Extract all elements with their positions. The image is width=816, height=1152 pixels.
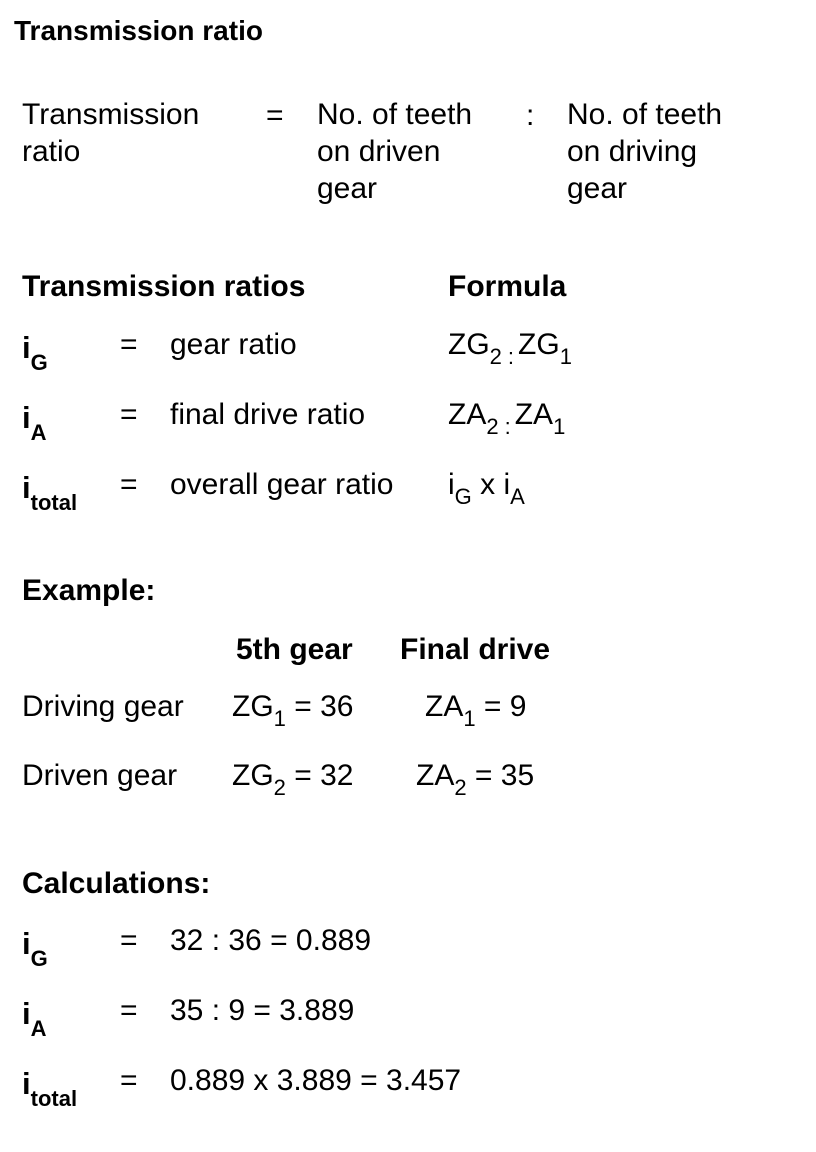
ratio-formula: $ZG_2$ $_:$ $ZG_1$ <box>448 328 572 369</box>
calculations-heading: Calculations: <box>22 867 211 900</box>
example-driving-za: $ZA_1 = 9$ <box>425 690 527 731</box>
definition-denominator: No. of teeth on driving gear <box>567 98 723 205</box>
definition-numerator: No. of teeth on driven gear <box>317 98 473 205</box>
ratio-symbol-ia: $i_A$ <box>22 400 47 445</box>
example-driven-label: Driven gear <box>22 759 178 792</box>
definition-lhs: Transmission ratio <box>22 98 200 168</box>
formula-heading: Formula <box>448 270 567 303</box>
calc-expression: 32 : 36 = 0.889 <box>170 924 372 957</box>
definition-equals: = <box>266 99 284 132</box>
definition-colon: : <box>526 99 535 132</box>
calc-equals: = <box>120 994 138 1027</box>
example-driving-zg: $ZG_1 = 36$ <box>232 690 354 731</box>
ratio-equals: = <box>120 468 138 501</box>
ratio-symbol-ig: $i_G$ <box>22 330 48 375</box>
example-driven-zg: $ZG_2 = 32$ <box>232 759 354 800</box>
ratio-description: overall gear ratio <box>170 468 394 501</box>
example-driven-za: $ZA_2 = 35$ <box>416 759 535 800</box>
calc-symbol-ia: $i_A$ <box>22 996 47 1041</box>
calc-expression: 0.889 x 3.889 = 3.457 <box>170 1064 462 1097</box>
calc-expression: 35 : 9 = 3.889 <box>170 994 355 1027</box>
calc-equals: = <box>120 1064 138 1097</box>
ratio-description: final drive ratio <box>170 398 366 431</box>
ratio-equals: = <box>120 398 138 431</box>
page-title: Transmission ratio <box>14 15 263 46</box>
ratio-formula: $i_G$ x $i_A$ <box>448 468 525 509</box>
ratio-formula: $ZA_2$ $_:$ $ZA_1$ <box>448 398 566 439</box>
ratio-equals: = <box>120 328 138 361</box>
ratios-heading: Transmission ratios <box>22 270 306 303</box>
calc-equals: = <box>120 924 138 957</box>
example-col-final-drive: Final drive <box>400 633 551 666</box>
example-col-5th-gear: 5th gear <box>236 633 353 666</box>
calc-symbol-ig: $i_G$ <box>22 926 48 971</box>
ratio-description: gear ratio <box>170 328 297 361</box>
example-heading: Example: <box>22 574 156 607</box>
ratio-symbol-itotal: $i_{total}$ <box>22 470 78 515</box>
example-driving-label: Driving gear <box>22 690 184 723</box>
calc-symbol-itotal: $i_{total}$ <box>22 1066 78 1111</box>
